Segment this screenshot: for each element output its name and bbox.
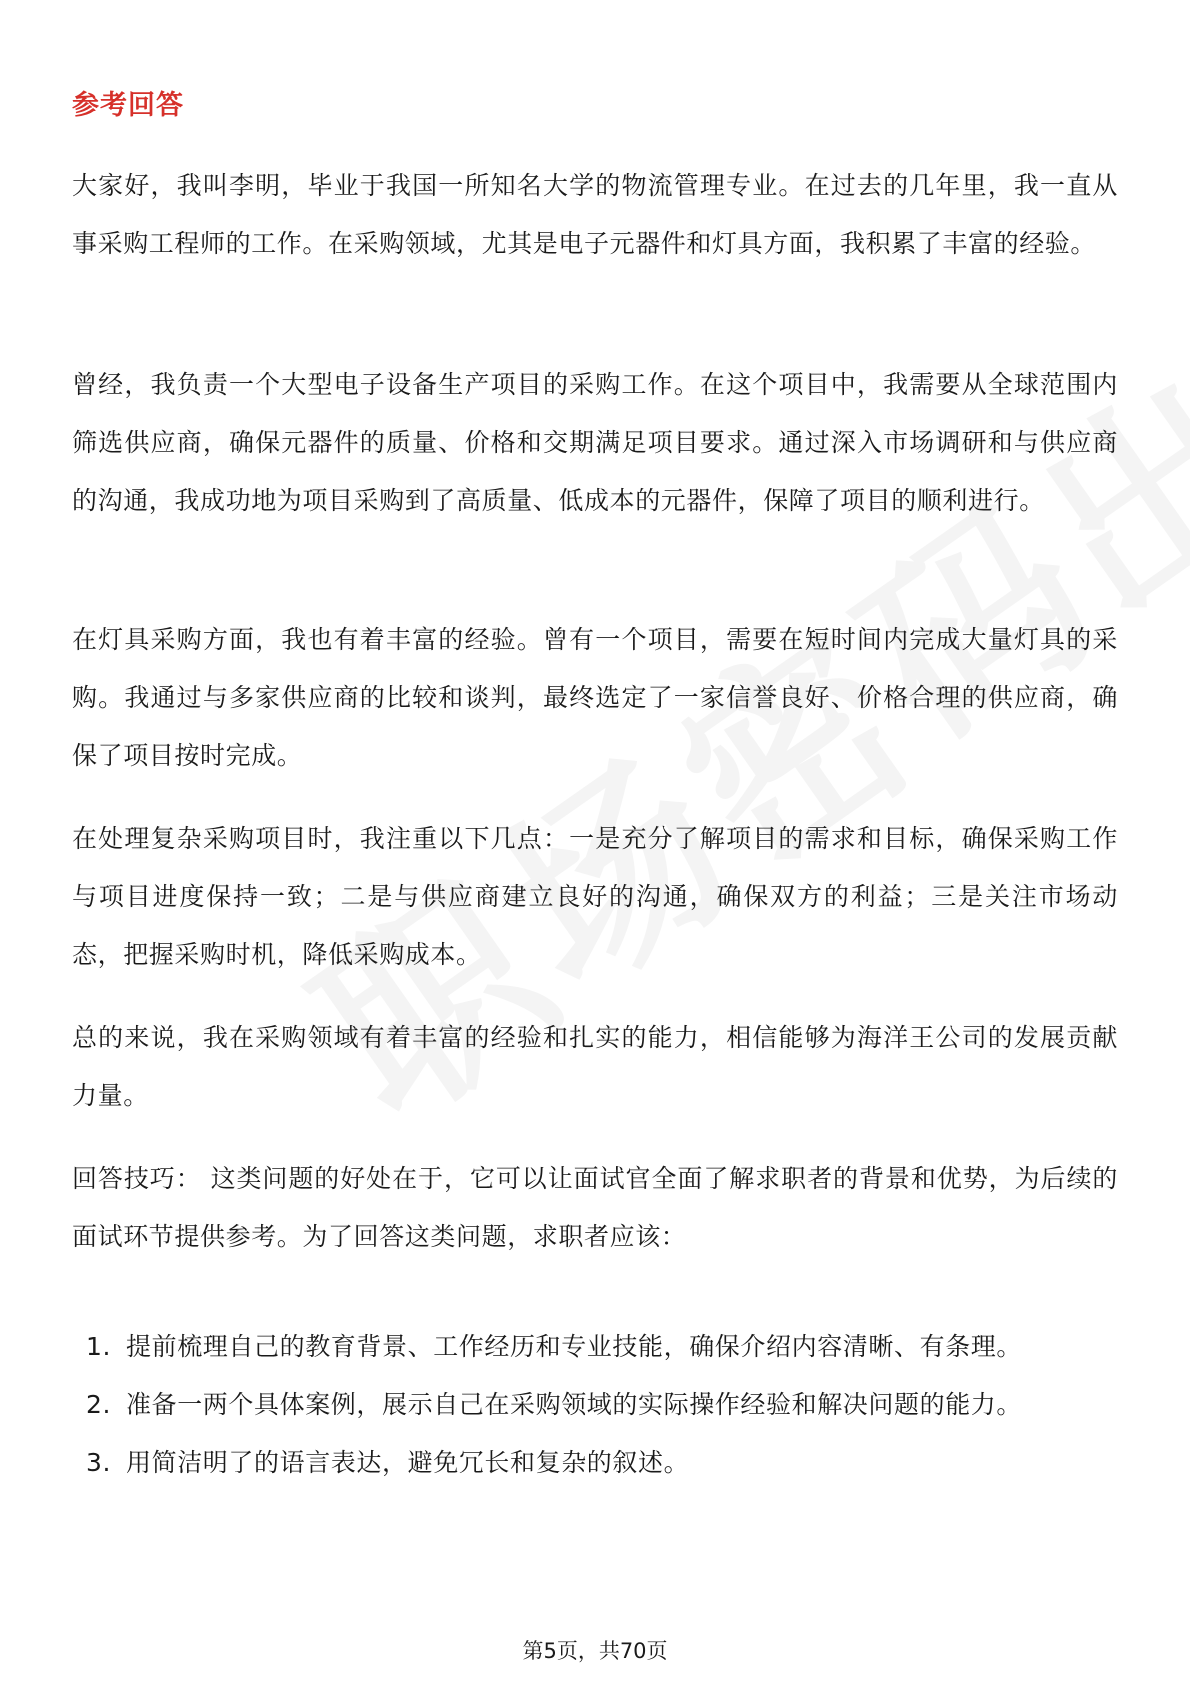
list-item-number: 1. [86,1332,112,1361]
answer-paragraph-4: 在处理复杂采购项目时，我注重以下几点：一是充分了解项目的需求和目标，确保采购工作与项目进度保持一致；二是与供应商建立良好的沟通，确保双方的利益；三是关注市场动态，把握采购时机，降低采购成本。 [72,824,1118,969]
list-item-text: 准备一两个具体案例，展示自己在采购领域的实际操作经验和解决问题的能力。 [126,1390,1023,1419]
answer-paragraph-2: 曾经，我负责一个大型电子设备生产项目的采购工作。在这个项目中，我需要从全球范围内筛选供应商，确保元器件的质量、价格和交期满足项目要求。通过深入市场调研和与供应商的沟通，我成功地为项目采购到了高质量、低成本的元器件，保障了项目的顺利进行。 [72,370,1118,515]
page-footer: 第5页，共70页 [522,1639,668,1663]
list-item-number: 2. [86,1390,112,1419]
list-item [72,1318,1118,1376]
section-heading: 参考回答 [72,90,184,121]
list-item-text: 用简洁明了的语言表达，避免冗长和复杂的叙述。 [126,1448,690,1477]
answer-paragraph-3: 在灯具采购方面，我也有着丰富的经验。曾有一个项目，需要在短时间内完成大量灯具的采购。我通过与多家供应商的比较和谈判，最终选定了一家信誉良好、价格合理的供应商，确保了项目按时完成。 [72,625,1118,770]
answer-paragraph-5: 总的来说，我在采购领域有着丰富的经验和扎实的能力，相信能够为海洋王公司的发展贡献力量。 [72,1023,1118,1110]
list-item-text: 提前梳理自己的教育背景、工作经历和专业技能，确保介绍内容清晰、有条理。 [126,1332,1023,1361]
list-item-number: 3. [86,1448,112,1477]
list-item [72,1376,1118,1434]
answer-paragraph-1: 大家好，我叫李明，毕业于我国一所知名大学的物流管理专业。在过去的几年里，我一直从事采购工程师的工作。在采购领域，尤其是电子元器件和灯具方面，我积累了丰富的经验。 [72,171,1118,258]
list-item [72,1434,1118,1492]
tips-intro-paragraph: 回答技巧： 这类问题的好处在于，它可以让面试官全面了解求职者的背景和优势，为后续的面试环节提供参考。为了回答这类问题，求职者应该： [72,1164,1118,1251]
tips-list [72,1318,1118,1492]
